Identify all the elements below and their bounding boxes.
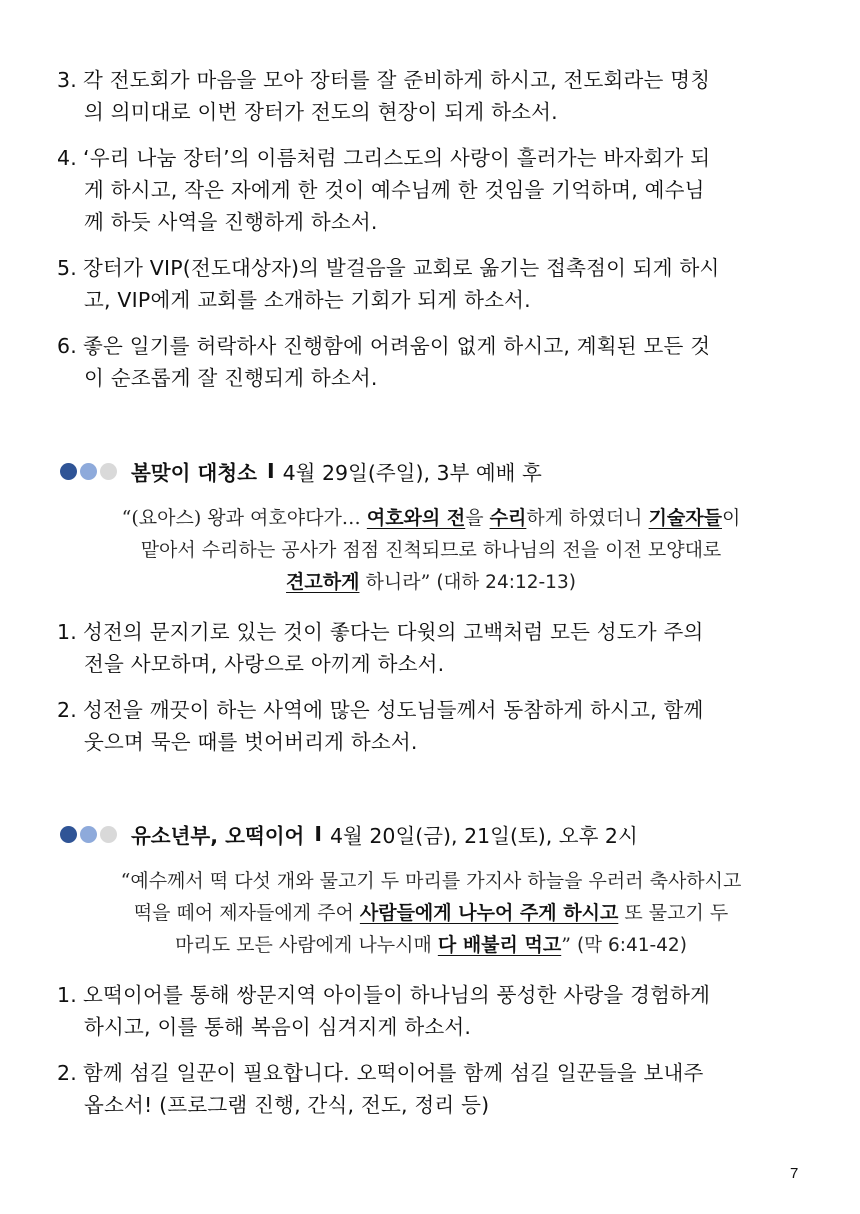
item-text: 성전을 깨끗이 하는 사역에 많은 성도님들께서 동참하게 하시고, 함께 (83, 698, 704, 722)
prayer-item-2 (57, 1057, 805, 1121)
item-text: 게 하시고, 작은 자에게 한 것이 예수님께 한 것임을 기억하며, 예수님 (84, 178, 705, 202)
verse-text: 또 물고기 두 (618, 902, 729, 924)
verse-text: 맡아서 수리하는 공사가 점점 진척되므로 하나님의 전을 이전 모양대로 (140, 539, 722, 561)
verse-text: 을 (465, 507, 490, 529)
item-text: 고, VIP에게 교회를 소개하는 기회가 되게 하소서. (84, 288, 531, 312)
section-title: 유소년부, 오떡이어 (131, 824, 305, 848)
item-text: 장터가 VIP(전도대상자)의 발걸음을 교회로 옮기는 접촉점이 되게 하시 (83, 256, 720, 280)
prayer-item-2 (57, 694, 805, 758)
prayer-item-5 (57, 252, 805, 316)
verse-emphasis: 기술자들 (648, 507, 722, 529)
dot-light (100, 826, 117, 843)
prayer-item-3 (57, 64, 805, 128)
verse-emphasis: 수리 (489, 507, 527, 529)
item-text: 성전의 문지기로 있는 것이 좋다는 다윗의 고백처럼 모든 성도가 주의 (83, 620, 704, 644)
verse-text: ” (561, 934, 571, 956)
verse-emphasis: 다 배불리 먹고 (437, 934, 562, 956)
item-number: 4. (57, 146, 77, 170)
verse-text: 하니라” (359, 571, 431, 593)
verse-text: “예수께서 떡 다섯 개와 물고기 두 마리를 가지사 하늘을 우러러 축사하시고 (120, 870, 742, 892)
verse-emphasis: 견고하게 (286, 571, 360, 593)
prayer-item-4 (57, 142, 805, 238)
verse-emphasis: 사람들에게 나누어 주게 하시고 (359, 902, 619, 924)
section-detail: 4월 29일(주일), 3부 예배 후 (282, 461, 542, 485)
page-number: 7 (790, 1165, 799, 1182)
prayer-item-6 (57, 330, 805, 394)
verse-text: 하게 하였더니 (526, 507, 649, 529)
item-text: 하시고, 이를 통해 복음이 심겨지게 하소서. (84, 1015, 472, 1039)
item-text: 함께 섬길 일꾼이 필요합니다. 오떡이어를 함께 섬길 일꾼들을 보내주 (83, 1061, 704, 1085)
prayer-item-1 (57, 979, 805, 1043)
title-separator: I (266, 459, 275, 483)
verse-text: 마리도 모든 사람에게 나누시매 (175, 934, 438, 956)
item-text: 옵소서! (프로그램 진행, 간식, 전도, 정리 등) (84, 1093, 490, 1117)
item-number: 3. (57, 68, 77, 92)
item-number: 6. (57, 334, 77, 358)
section-heading-spring-cleaning (60, 454, 542, 488)
verse-reference: (대하 24:12-13) (436, 572, 576, 593)
prayer-item-1 (57, 616, 805, 680)
item-text: 좋은 일기를 허락하사 진행함에 어려움이 없게 하시고, 계획된 모든 것 (83, 334, 711, 358)
item-text: 이 순조롭게 잘 진행되게 하소서. (84, 366, 378, 390)
item-number: 2. (57, 698, 77, 722)
scripture-verse (60, 865, 802, 962)
item-text: 의 의미대로 이번 장터가 전도의 현장이 되게 하소서. (84, 100, 558, 124)
section-heading-youth-ministry (60, 817, 638, 851)
bullet-dots-icon (60, 826, 117, 843)
dot-dark (60, 826, 77, 843)
item-text: 웃으며 묵은 때를 벗어버리게 하소서. (84, 730, 418, 754)
item-text: 전을 사모하며, 사랑으로 아끼게 하소서. (84, 652, 445, 676)
verse-emphasis: 여호와의 전 (366, 507, 466, 529)
bullet-dots-icon (60, 463, 117, 480)
verse-reference: (막 6:41-42) (576, 935, 687, 956)
item-number: 1. (57, 620, 77, 644)
dot-mid (80, 463, 97, 480)
item-text: 오떡이어를 통해 쌍문지역 아이들이 하나님의 풍성한 사랑을 경험하게 (83, 983, 711, 1007)
item-text: ‘우리 나눔 장터’의 이름처럼 그리스도의 사랑이 흘러가는 바자회가 되 (83, 146, 711, 170)
item-text: 께 하듯 사역을 진행하게 하소서. (84, 210, 378, 234)
verse-text: 떡을 떼어 제자들에게 주어 (133, 902, 360, 924)
item-number: 1. (57, 983, 77, 1007)
section-title: 봄맞이 대청소 (131, 461, 257, 485)
item-number: 5. (57, 256, 77, 280)
scripture-verse (60, 502, 802, 599)
section-detail: 4월 20일(금), 21일(토), 오후 2시 (330, 824, 638, 848)
title-separator: I (314, 822, 322, 846)
item-text: 각 전도회가 마음을 모아 장터를 잘 준비하게 하시고, 전도회라는 명칭 (83, 68, 711, 92)
dot-mid (80, 826, 97, 843)
dot-dark (60, 463, 77, 480)
item-number: 2. (57, 1061, 77, 1085)
verse-text: “(요아스) 왕과 여호야다가… (121, 507, 367, 529)
dot-light (100, 463, 117, 480)
verse-text: 이 (722, 507, 741, 529)
